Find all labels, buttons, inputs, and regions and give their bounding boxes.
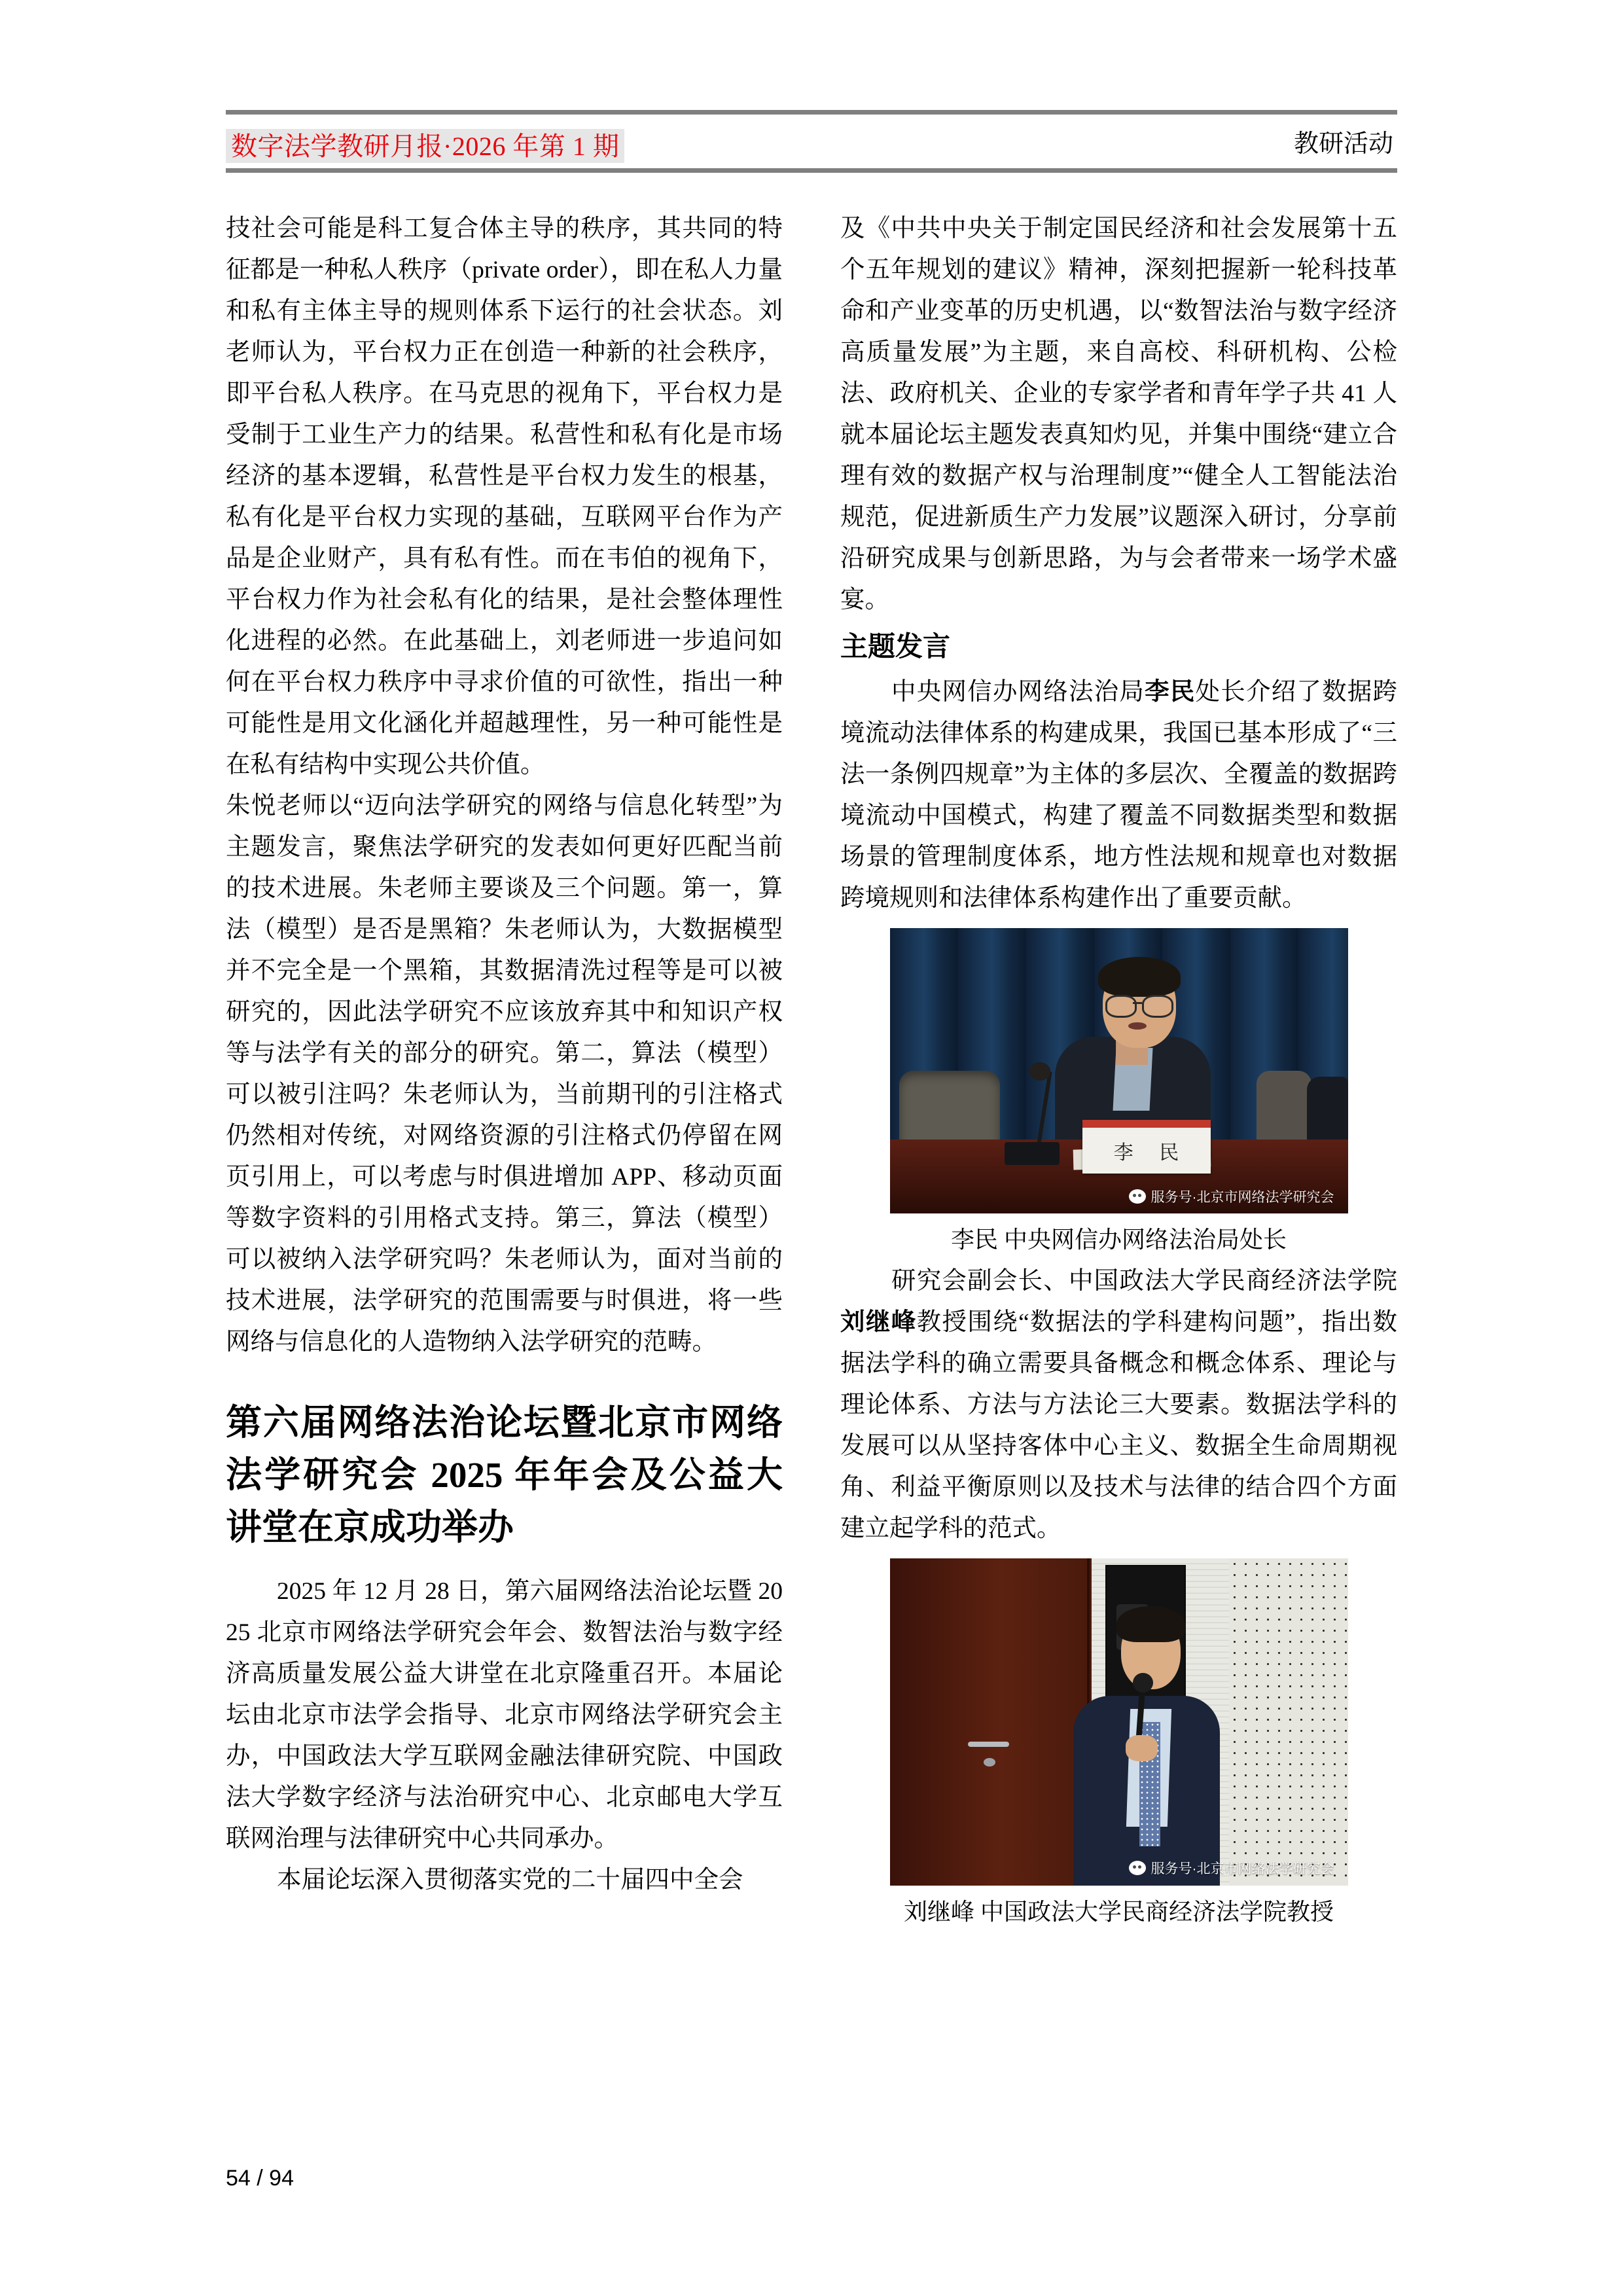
photo-watermark <box>1129 1858 1334 1878</box>
speaker-limin-text-before: 中央网信办网络法治局 <box>891 679 1145 706</box>
figure-liujifeng <box>840 1558 1397 1929</box>
eyeglass-right-lens <box>1142 995 1173 1017</box>
left-column <box>226 208 783 1933</box>
page-number: 54 / 94 <box>226 2166 294 2191</box>
header-rule-top <box>226 110 1397 115</box>
speaker-liujifeng-text-before: 研究会副会长、中国政法大学民商经济法学院 <box>891 1268 1397 1295</box>
eyeglass-left-lens <box>1105 995 1137 1017</box>
article-title: 第六届网络法治论坛暨北京市网络法学研究会 2025 年年会及公益大讲堂在京成功举办 <box>226 1403 783 1547</box>
speaker-limin-name: 李民 <box>1145 679 1196 706</box>
figure-caption-liujifeng: 刘继峰 中国政法大学民商经济法学院教授 <box>903 1899 1334 1925</box>
wooden-door <box>890 1558 1092 1886</box>
paragraph-forum-intro: 2025 年 12 月 28 日，第六届网络法治论坛暨 2025 北京市网络法学研究会年会、数智法治与数字经济高质量发展公益大讲堂在北京隆重召开。本届论坛由北京市法学会指导、北京市网络法学研究会主办，中国政法大学互联网金融法律研究院、中国政法大学数字经济与法治研究中心、北京邮电大学互联网治理与法律研究中心共同承办。 <box>226 1578 783 1852</box>
door-handle <box>968 1742 1009 1747</box>
photo-limin <box>890 928 1348 1213</box>
paragraph-forum-spirit-start: 本届论坛深入贯彻落实党的二十届四中全会 <box>277 1867 743 1893</box>
perforated-acoustic-panel <box>1229 1558 1348 1886</box>
paragraph-forum-spirit-continued: 及《中共中央关于制定国民经济和社会发展第十五个五年规划的建议》精神，深刻把握新一轮科技革命和产业变革的历史机遇，以“数智法治与数字经济高质量发展”为主题，来自高校、科研机构、公检法、政府机关、企业的专家学者和青年学子共 41 人就本届论坛主题发表真知灼见，并集中围绕“建立合理有效的数据产权与治理制度”“健全人工智能法治规范，促进新质生产力发展”议题深入研讨，分享前沿研究成果与创新思路，为与会者带来一场学术盛宴。 <box>840 215 1397 613</box>
photo-liujifeng <box>890 1558 1348 1886</box>
speaker-mouth <box>1128 1022 1147 1030</box>
figure-caption-limin: 李民 中央网信办网络法治局处长 <box>950 1227 1287 1253</box>
speaker-hair <box>1116 1606 1185 1642</box>
eyeglass-bridge <box>1133 1002 1142 1004</box>
photo-watermark-text: 服务号·北京市网络法学研究会 <box>1150 1861 1334 1876</box>
photo-watermark <box>1129 1187 1334 1206</box>
speaker-liujifeng-name: 刘继峰 <box>840 1309 917 1336</box>
microphone-base <box>1005 1142 1060 1165</box>
name-placard-text: 李 民 <box>1113 1142 1190 1164</box>
speaker-limin-text-after: 处长介绍了数据跨境流动法律体系的构建成果，我国已基本形成了“三法一条例四规章”为主体的多层次、全覆盖的数据跨境流动中国模式，构建了覆盖不同数据类型和数据场景的管理制度体系，地方性法规和规章也对数据跨境规则和法律体系构建作出了重要贡献。 <box>840 679 1398 912</box>
paragraph-speaker-liujifeng <box>840 1261 1397 1549</box>
figure-limin <box>840 928 1397 1257</box>
paragraph-zhuyue-speech: 朱悦老师以“迈向法学研究的网络与信息化转型”为主题发言，聚焦法学研究的发表如何更好匹配当前的技术进展。朱老师主要谈及三个问题。第一，算法（模型）是否是黑箱？朱老师认为，大数据模型并不完全是一个黑箱，其数据清洗过程等是可以被研究的，因此法学研究不应该放弃其中和知识产权等与法学有关的部分的研究。第二，算法（模型）可以被引注吗？朱老师认为，当前期刊的引注格式仍然相对传统，对网络资源的引注格式仍停留在网页引用上，可以考虑与时俱进增加 APP、移动页面等数字资料的引用格式支持。第三，算法（模型）可以被纳入法学研究吗？朱老师认为，面对当前的技术进展，法学研究的范围需要与时俱进，将一些网络与信息化的人造物纳入法学研究的范畴。 <box>226 793 783 1355</box>
paragraph-speaker-limin <box>840 672 1397 919</box>
handheld-microphone-head <box>1133 1673 1154 1693</box>
door-lock <box>984 1758 995 1767</box>
subheading-keynote-speeches: 主题发言 <box>840 632 951 662</box>
name-placard <box>1082 1120 1211 1174</box>
photo-watermark-text: 服务号·北京市网络法学研究会 <box>1150 1190 1334 1206</box>
speaker-hair <box>1098 957 1181 997</box>
publication-title: 数字法学教研月报·2026 年第 1 期 <box>226 129 624 163</box>
wechat-icon <box>1129 1189 1146 1204</box>
header-row <box>226 115 1397 163</box>
right-column <box>840 208 1397 1933</box>
paragraph-platform-order: 技社会可能是科工复合体主导的秩序，其共同的特征都是一种私人秩序（private order），即在私人力量和私有主体主导的规则体系下运行的社会状态。刘老师认为，平台权力正在创造一种新的社会秩序，即平台私人秩序。在马克思的视角下，平台权力是受制于工业生产力的结果。私营性和私有化是市场经济的基本逻辑，私营性是平台权力发生的根基，私有化是平台权力实现的基础，互联网平台作为产品是企业财产，具有私有性。而在韦伯的视角下，平台权力作为社会私有化的结果，是社会整体理性化进程的必然。在此基础上，刘老师进一步追问如何在平台权力秩序中寻求价值的可欲性，指出一种可能性是用文化涵化并超越理性，另一种可能性是在私有结构中实现公共价值。 <box>226 215 783 778</box>
body-columns <box>226 208 1397 1933</box>
speaker-hand <box>1126 1735 1158 1761</box>
speaker-liujifeng-text-after: 教授围绕“数据法的学科建构问题”，指出数据法学科的确立需要具备概念和概念体系、理论与理论体系、方法与方法论三大要素。数据法学科的发展可以从坚持客体中心主义、数据全生命周期视角、利益平衡原则以及技术与法律的结合四个方面建立起学科的范式。 <box>840 1309 1397 1542</box>
wechat-icon <box>1129 1861 1146 1875</box>
section-title: 教研活动 <box>1293 130 1393 158</box>
running-header <box>226 110 1397 173</box>
header-rule-bottom <box>226 168 1397 173</box>
